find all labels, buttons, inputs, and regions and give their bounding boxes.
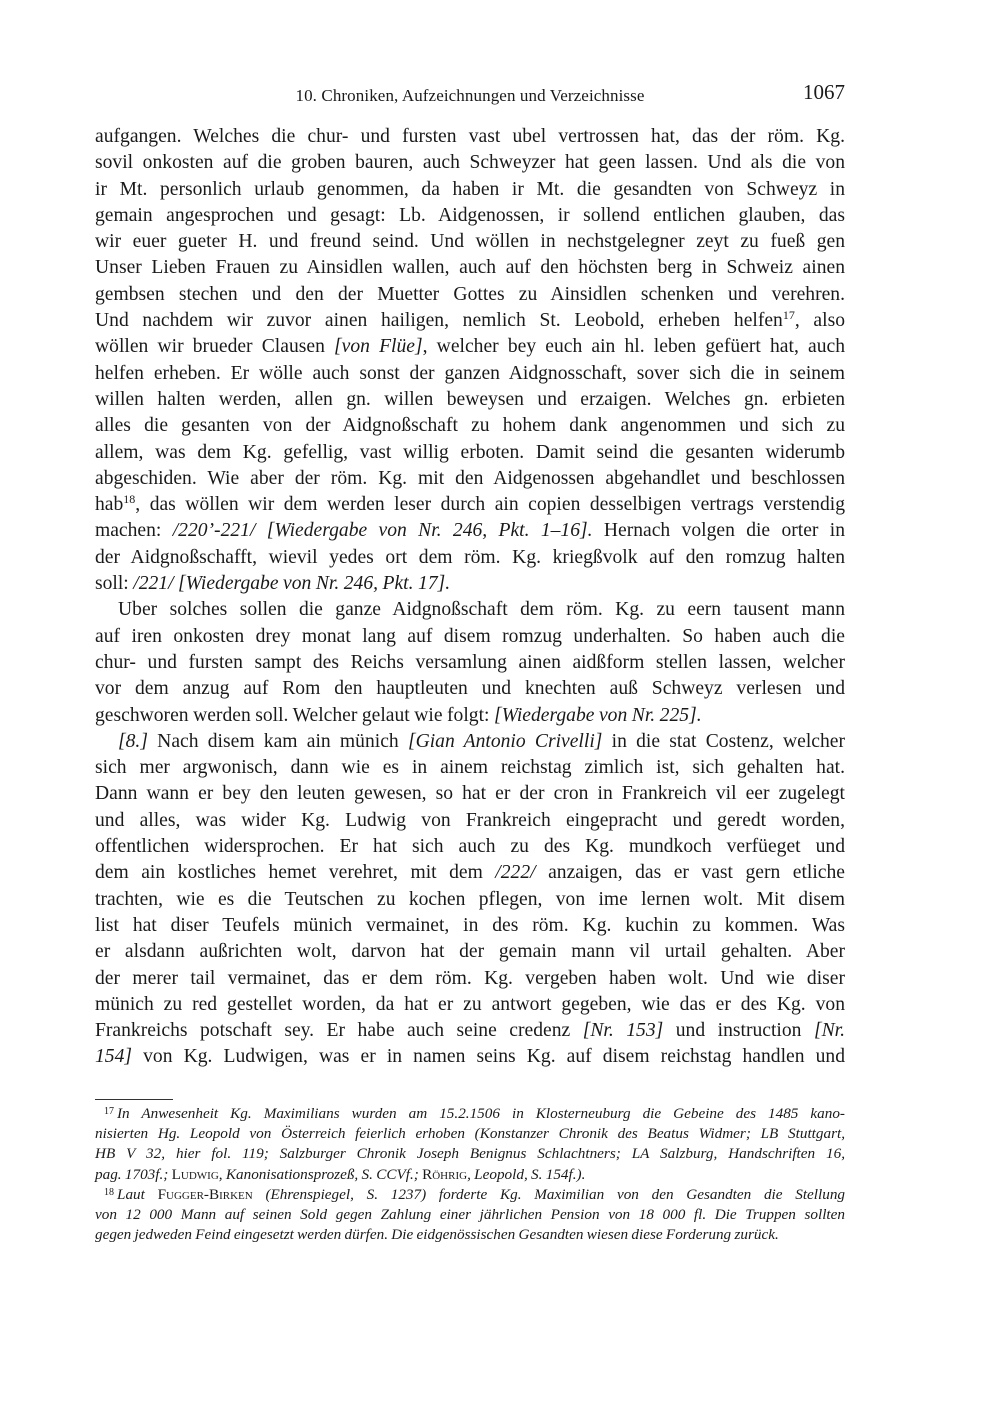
text-line: Frankreichs potschaft sey. Er habe auch seine credenz [Nr. 153] und instruction [Nr. — [95, 1020, 845, 1042]
section-marker: [8.] — [118, 730, 148, 752]
text-line: geschworen werden soll. Welcher gelaut wie folgt: [Wiedergabe von Nr. 225]. — [95, 704, 702, 726]
footnote-line: $^{18}$ Laut Fugger-Birken (Ehrenspiegel, S. 1237) forderte Kg. Maximilian von den Gesandten die Stellung — [104, 1185, 846, 1203]
footnote-line: von 12 000 Mann auf seinen Sold gegen Zahlung einer jährlichen Pension von 18 000 fl. Die Truppen sollten — [95, 1205, 845, 1223]
author-name: Fugger-Birken — [157, 1185, 253, 1203]
text-line: dem ain kostliches hemet verehret, mit dem /222/ anzaigen, das er vast gern etliche — [95, 862, 845, 884]
text-line: list hat diser Teufels münich vermainet, in des röm. Kg. kuchin zu kommen. Was — [95, 914, 845, 936]
text-line: wir euer gueter H. und freund seind. Und wöllen in nechstgelegner zeyt zu fueß gen — [95, 231, 845, 253]
footnote-rule — [95, 1099, 173, 1100]
text-line: soll: /221/ [Wiedergabe von Nr. 246, Pkt. 17]. — [95, 573, 451, 595]
text-line: Uber solches sollen die ganze Aidgnoßschaft dem röm. Kg. zu eern tausent mann — [118, 599, 845, 621]
text-line: gembsen stechen und den der Muetter Gottes zu Ainsidlen schenken und verehren. — [95, 283, 845, 305]
body-text — [95, 124, 845, 1071]
footnote-line: gegen jedweden Feind eingesetzt werden dürfen. Die eidgenössischen Gesandten wiesen diese Forderung zurück. — [95, 1226, 779, 1244]
editorial-insert: [Wiedergabe von Nr. 225]. — [493, 704, 702, 726]
text-line: er alsdann außrichten wolt, darvon hat der gemain mann vil urtail gehalten. Aber — [95, 941, 845, 963]
text-line: vor dem anzug auf Rom den hauptleuten und knechten auß Schweyz verlesen und — [95, 678, 845, 700]
editorial-insert: /220’-221/ [Wiedergabe von Nr. 246, Pkt. 1–16]. — [172, 520, 593, 542]
text-line: münich zu red gestellet worden, da hat er zu antwort gegeben, wie das er des Kg. von — [95, 993, 845, 1015]
text-line: wöllen wir brueder Clausen [von Flüe], welcher bey euch ain hl. leben gefüert hat, auch — [95, 336, 845, 358]
text-line: gemain angesprochen und gesagt: Lb. Aidgenossen, ir sollend entlichen glauben, das — [95, 204, 845, 226]
text-line: abgeschiden. Wie aber der röm. Kg. mit den Aidgenossen abgehandlet und beschlossen — [95, 467, 845, 489]
editorial-insert: [Nr. — [813, 1020, 845, 1042]
text-line: chur- und fursten sampt des Reichs versamlung ainen aidßform stellen lassen, welcher — [95, 651, 845, 673]
editorial-insert: [von Flüe] — [334, 336, 423, 358]
author-name: Ludwig — [171, 1165, 219, 1183]
editorial-insert: [Gian Antonio Crivelli] — [407, 730, 603, 752]
text-line: [8.] Nach disem kam ain münich [Gian Antonio Crivelli] in die stat Costenz, welcher — [118, 730, 845, 752]
footnote-number: 17 — [104, 1106, 114, 1117]
text-line: ir Mt. personlich urlaub genommen, da haben ir Mt. die gesandten von Schweyz in — [95, 178, 845, 200]
text-line: hab$^{18}$, das wöllen wir dem werden leser durch ain copien desselbigen vertrags verstendig — [95, 492, 845, 516]
footnotes — [95, 1104, 845, 1245]
text-line: der merer tail vermainet, das er dem röm. Kg. vergeben haben wolt. Und wie diser — [95, 967, 845, 989]
footnote-ref: 17 — [782, 308, 795, 323]
text-line: Und nachdem wir zuvor ainen hailigen, nemlich St. Leobold, erheben helfen$^{17}$, also — [95, 308, 845, 332]
footnote-line: pag. 1703f.; Ludwig, Kanonisationsprozeß, S. CCVf.; Röhrig, Leopold, S. 154f.). — [95, 1165, 586, 1183]
text-line: der Aidgnoßschafft, wievil yedes ort dem röm. Kg. kriegßvolk auf den romzug halten — [95, 546, 845, 568]
editorial-insert: [Nr. 153] — [582, 1020, 664, 1042]
footnote-line: nisierten Hg. Leopold von Österreich feierlich erhoben (Konstanzer Chronik des Beatus Widmer; LB Stuttgart, — [95, 1125, 845, 1143]
text-line: Unser Lieben Frauen zu Ainsidlen wallen, auch auf den höchsten berg in Schweiz ainen — [95, 257, 845, 279]
footnote-ref: 18 — [123, 492, 136, 507]
running-title: 10. Chroniken, Aufzeichnungen und Verzeichnisse — [295, 86, 645, 105]
text-line: aufgangen. Welches die chur- und fursten vast ubel vertrossen hat, das der röm. Kg. — [95, 126, 845, 147]
editorial-insert: /221/ [Wiedergabe von Nr. 246, Pkt. 17]. — [133, 573, 451, 595]
folio-marker: /222/ — [495, 862, 536, 884]
text-line: offentlichen widersprochen. Er hat sich auch zu des Kg. mundkoch verfüeget und — [95, 836, 845, 858]
author-name: Röhrig — [422, 1165, 468, 1183]
text-line: und alles, was wider Kg. Ludwig von Frankreich eingepracht und geredt worden, — [95, 809, 845, 831]
text-line: 154] von Kg. Ludwigen, was er in namen seins Kg. auf disem reichstag handlen und — [95, 1046, 845, 1068]
text-line: allem, was dem Kg. gefellig, vast willig erboten. Damit seind die gesanten widerumb — [95, 441, 845, 463]
text-line: sich mer argwonisch, dann wie es in ainem reichstag zimlich ist, sich gehalten hat. — [95, 757, 845, 779]
text-line: sovil onkosten auf die groben bauren, auch Schweyzer hat geen lassen. Und als die von — [95, 152, 845, 174]
text-line: Dann wann er bey den leuten gewesen, so hat er der cron in Frankreich vil eer zugelegt — [95, 783, 845, 805]
editorial-insert: 154] — [95, 1046, 133, 1068]
text-line: trachten, wie es die Teutschen zu kochen pflegen, von ime lernen wolt. Mit disem — [95, 888, 845, 910]
footnote-line: HB V 32, hier fol. 119; Salzburger Chronik Joseph Benignus Schlachtners; LA Salzburg, Handschriften 16, — [95, 1145, 845, 1163]
running-head — [95, 80, 845, 110]
text-line: willen halten werden, allen gn. willen beweysen und erzaigen. Welches gn. erbieten — [95, 388, 845, 410]
page-number: 1067 — [803, 80, 845, 104]
footnote-number: 18 — [104, 1186, 114, 1198]
text-line: alles die gesanten von der Aidgnoßschaft zu hohem dank angenommen und sich zu — [95, 415, 845, 437]
text-line: helfen erheben. Er wölle auch sonst der ganzen Aidgnosschaft, sover sich die in seinem — [95, 362, 845, 384]
footnote-line: $^{17}$ In Anwesenheit Kg. Maximilians wurden am 15.2.1506 in Klosterneuburg die Gebeine des 1485 kano- — [104, 1105, 845, 1122]
text-line: auf iren onkosten drey monat lang auf disem romzug underhalten. So haben auch die — [95, 625, 845, 647]
text-line: machen: /220’-221/ [Wiedergabe von Nr. 246, Pkt. 1–16]. Hernach volgen die orter in — [95, 520, 845, 542]
